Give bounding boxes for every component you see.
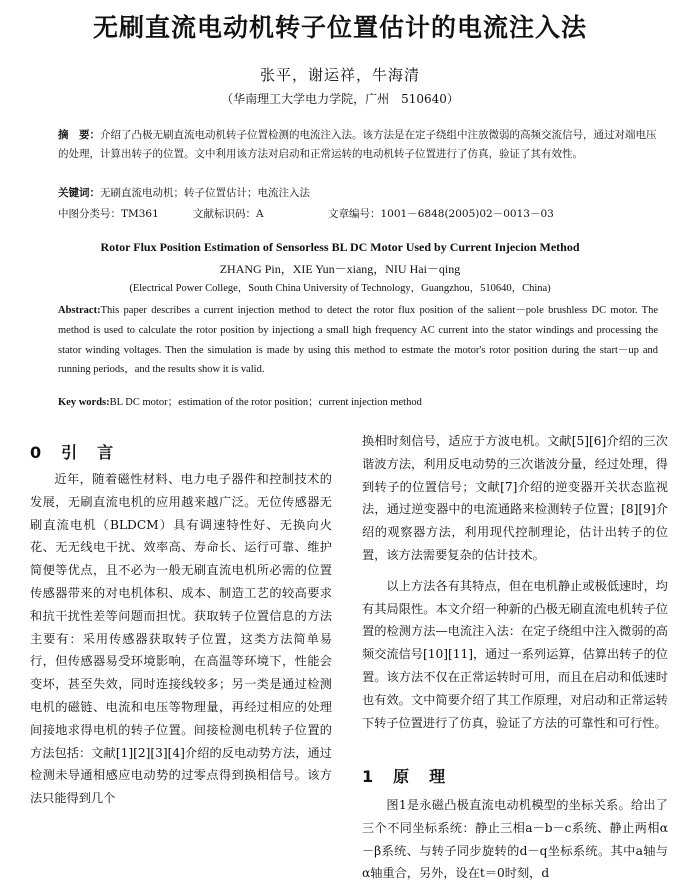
- chinese-keywords-text: 无刷直流电动机；转子位置估计；电流注入法: [100, 187, 310, 199]
- intro-paragraph-1-continued: 换相时刻信号，适应于方波电机。文献[5][6]介绍的三次谐波方法，利用反电动势的三次谐波分量，经过处理，得到转子的位置信号；文献[7]介绍的逆变器开关状态监视法，通过逆变器中的电流通路来检测转子位置；[8][9]介绍的观察器方法，利用现代控制理论，估计出转子的位置，该方法需要复杂的估计技术。: [362, 434, 668, 562]
- intro-paragraph-2: 以上方法各有其特点，但在电机静止或极低速时，均有其局限性。本文介绍一种新的凸极无刷直流电机转子位置的检测方法—电流注入法：在定子绕组中注入微弱的高频交流信号[10][11]，通过一系列运算，估算出转子的位置。该方法不仅在正常运转时可用，而且在启动和低速时也有效。文中简要介绍了其工作原理，对启动和正常运转下转子位置进行了仿真，验证了方法的可靠性和可行性。: [362, 578, 668, 730]
- english-keywords-text: BL DC motor；estimation of the rotor position；current injection method: [109, 397, 422, 408]
- english-abstract-label: Abstract:: [58, 305, 101, 316]
- english-keywords-label: Key words:: [58, 397, 110, 408]
- chinese-abstract: [58, 126, 658, 164]
- english-affiliation: (Electrical Power College，South China University of Technology，Guangzhou，510640，China): [129, 283, 551, 294]
- principle-column: [362, 794, 668, 885]
- paper-title: 无刷直流电动机转子位置估计的电流注入法: [92, 13, 587, 42]
- paper-authors: 张平，谢运祥，牛海清: [259, 66, 420, 84]
- section-number: 0: [30, 443, 44, 462]
- section-title: 原 理: [393, 767, 448, 786]
- left-column: [30, 468, 332, 810]
- english-keywords: [58, 394, 658, 409]
- chinese-abstract-label: 摘 要：: [58, 129, 100, 141]
- english-authors: ZHANG Pin，XIE Yun－xiang，NIU Hai－qing: [219, 262, 461, 276]
- english-title: Rotor Flux Position Estimation of Sensorless BL DC Motor Used by Current Injecion Method: [100, 240, 580, 254]
- article-number: 文章编号：1001－6848(2005)02－0013－03: [328, 208, 554, 220]
- paper-affiliation: （华南理工大学电力学院，广州 510640）: [221, 92, 459, 106]
- section-number: 1: [362, 767, 376, 786]
- chinese-keywords: [58, 184, 658, 203]
- clc-number: 中图分类号：TM361: [58, 208, 159, 220]
- section-heading-introduction: [30, 440, 115, 463]
- right-column: [362, 430, 668, 734]
- section-title: 引 言: [61, 443, 116, 462]
- english-abstract: [58, 301, 658, 380]
- classification-line: [58, 205, 658, 224]
- chinese-abstract-text: 介绍了凸极无刷直流电动机转子位置检测的电流注入法。该方法是在定子绕组中注放微弱的高频交流信号，通过对端电压的处理，计算出转子的位置。文中利用该方法对启动和正常运转的电动机转子位置进行了仿真，验证了其有效性。: [58, 129, 657, 160]
- english-abstract-text: This paper describes a current injection method to detect the rotor flux position of the salient－pole brushless DC motor. The method is used to calculate the rotor position by injectiong a small high frequency AC current into the stator windings and processing the stator winding voltages. Then the simulation is made by using this method to estmate the motor's rotor position during the start－up and running periods，and the results show it is valid.: [58, 305, 658, 376]
- document-code: 文献标识码：A: [193, 208, 264, 220]
- chinese-keywords-label: 关键词：: [58, 187, 100, 199]
- section-heading-principle: [362, 764, 447, 787]
- principle-paragraph-1: 图1是永磁凸极直流电动机模型的坐标关系。给出了三个不同坐标系统：静止三相a－b－c系统、静止两相α－β系统、与转子同步旋转的d－q坐标系统。其中a轴与α轴重合，另外，设在t＝0时刻，d: [362, 798, 668, 881]
- intro-paragraph-1: 近年，随着磁性材料、电力电子器件和控制技术的发展，无刷直流电机的应用越来越广泛。无位传感器无刷直流电机（BLDCM）具有调速特性好、无换向火花、无无线电干扰、效率高、寿命长、运行可靠、维护简便等优点，且不必为一般无刷直流电机所必需的位置传感器带来的对电机体积、成本、制造工艺的较高要求和抗干扰性差等问题而担忧。获取转子位置信息的方法主要有：采用传感器获取转子位置，这类方法简单易行，但传感器易受环境影响，在高温等环境下，性能会变坏，甚至失效，同时连接线较多；另一类是通过检测电机的磁链、电流和电压等物理量，再经过相应的处理间接地求得电机的转子位置。间接检测电机转子位置的方法包括：文献[1][2][3][4]介绍的反电动势方法，通过检测未导通相感应电动势的过零点得到换相信号。该方法只能得到几个: [30, 472, 332, 806]
